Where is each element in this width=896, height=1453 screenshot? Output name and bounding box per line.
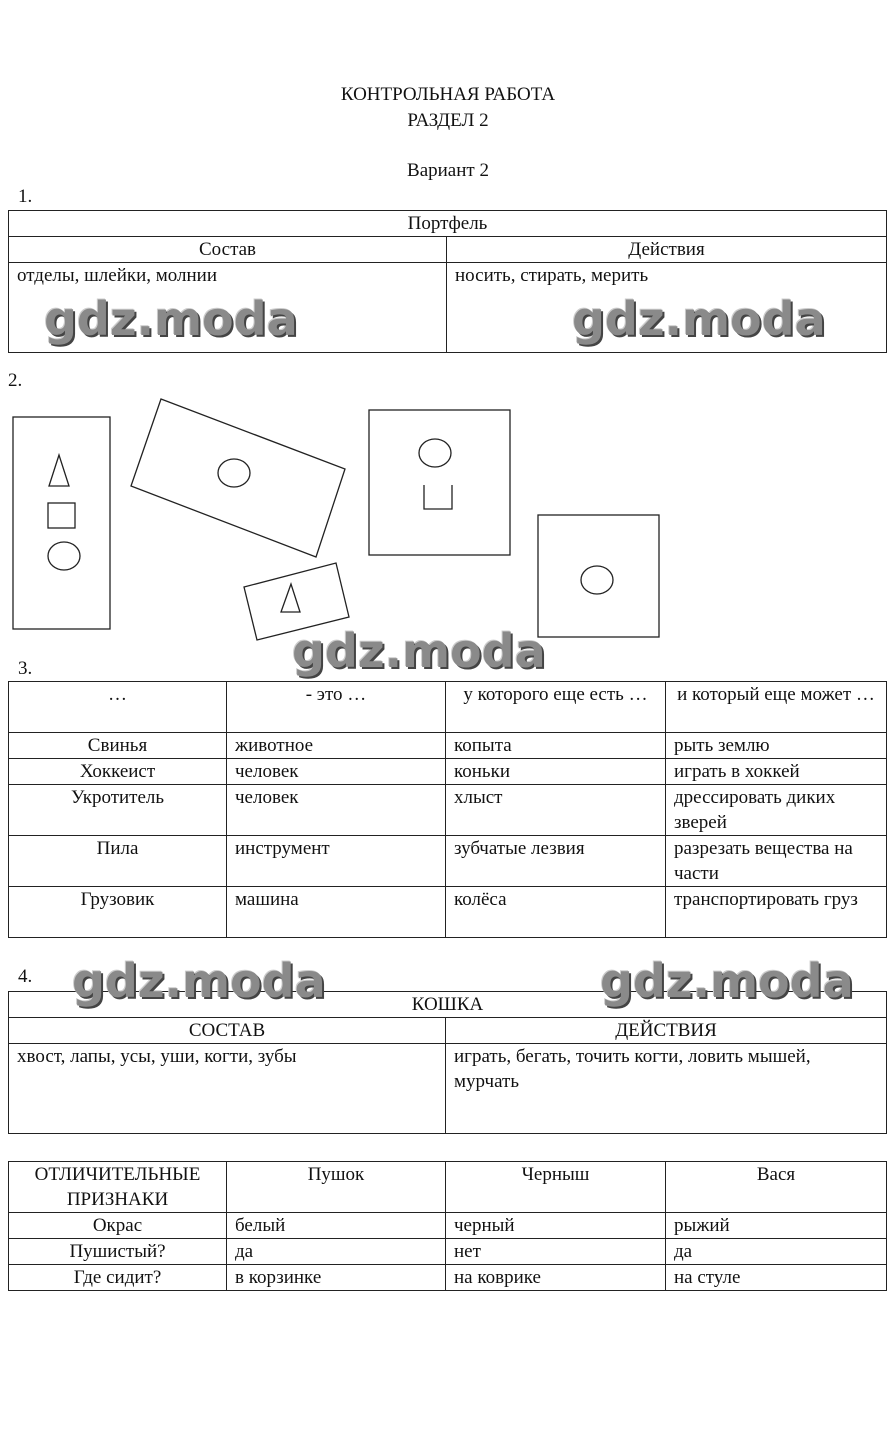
- watermark: gdz.moda: [44, 292, 298, 346]
- table-cell: в корзинке: [227, 1265, 446, 1291]
- task3-header: …: [9, 682, 227, 733]
- table-cell: Хоккеист: [9, 759, 227, 785]
- task5-header: Вася: [666, 1162, 887, 1213]
- task4-col2: ДЕЙСТВИЯ: [446, 1018, 887, 1044]
- task3-number: 3.: [18, 658, 33, 679]
- table-cell: Грузовик: [9, 887, 227, 938]
- table-row: [9, 759, 887, 785]
- table-cell: дрессировать диких зверей: [666, 785, 887, 836]
- task5-table: [8, 1161, 887, 1291]
- task4-cell1: хвост, лапы, усы, уши, когти, зубы: [9, 1044, 446, 1134]
- task1-cell1: отделы, шлейки, молнии: [9, 263, 447, 353]
- table-cell: Укротитель: [9, 785, 227, 836]
- task4-cell2: играть, бегать, точить когти, ловить мышей, мурчать: [446, 1044, 887, 1134]
- table-cell: зубчатые лезвия: [446, 836, 666, 887]
- table-cell: играть в хоккей: [666, 759, 887, 785]
- table-cell: черный: [446, 1213, 666, 1239]
- table-cell: на стуле: [666, 1265, 887, 1291]
- task2-number: 2.: [8, 370, 23, 391]
- table-cell: копыта: [446, 733, 666, 759]
- table-cell: машина: [227, 887, 446, 938]
- task3-table: [8, 681, 887, 938]
- shapes-figure: [0, 390, 896, 650]
- table-cell: коньки: [446, 759, 666, 785]
- circle-shape: [419, 439, 451, 467]
- table-cell: нет: [446, 1239, 666, 1265]
- task5-header: Черныш: [446, 1162, 666, 1213]
- triangle-shape: [49, 455, 69, 486]
- table-cell: человек: [227, 785, 446, 836]
- circle-shape: [581, 566, 613, 594]
- tall-rectangle: [13, 417, 110, 629]
- table-cell: Пила: [9, 836, 227, 887]
- table-row: [9, 733, 887, 759]
- page-variant: Вариант 2: [407, 160, 489, 181]
- table-cell: человек: [227, 759, 446, 785]
- table-row: [9, 1265, 887, 1291]
- task1-col1: Состав: [9, 237, 447, 263]
- task5-header: ОТЛИЧИТЕЛЬНЫЕ ПРИЗНАКИ: [9, 1162, 227, 1213]
- task3-header: у которого еще есть …: [446, 682, 666, 733]
- table-cell: да: [227, 1239, 446, 1265]
- task5-header: Пушок: [227, 1162, 446, 1213]
- table-cell: разрезать вещества на части: [666, 836, 887, 887]
- task4-number: 4.: [18, 966, 33, 987]
- task4-table: [8, 991, 887, 1134]
- table-cell: транспортировать груз: [666, 887, 887, 938]
- task3-header: и который еще может …: [666, 682, 887, 733]
- circle-shape: [218, 459, 250, 487]
- task4-col1: СОСТАВ: [9, 1018, 446, 1044]
- table-row: [9, 836, 887, 887]
- page-section: РАЗДЕЛ 2: [407, 110, 489, 131]
- table-cell: Где сидит?: [9, 1265, 227, 1291]
- rectangle-frame: [369, 410, 510, 555]
- circle-shape: [48, 542, 80, 570]
- table-cell: рыть землю: [666, 733, 887, 759]
- table-cell: рыжий: [666, 1213, 887, 1239]
- task1-number: 1.: [18, 186, 33, 207]
- table-cell: хлыст: [446, 785, 666, 836]
- table-cell: инструмент: [227, 836, 446, 887]
- table-row: [9, 785, 887, 836]
- table-cell: белый: [227, 1213, 446, 1239]
- table-row: [9, 1239, 887, 1265]
- cup-shape: [424, 485, 452, 509]
- watermark: gdz.moda: [292, 624, 546, 678]
- square-shape: [48, 503, 75, 528]
- table-row: [9, 1213, 887, 1239]
- table-row: [9, 887, 887, 938]
- table-cell: Свинья: [9, 733, 227, 759]
- square-frame: [538, 515, 659, 637]
- page-title: КОНТРОЛЬНАЯ РАБОТА: [340, 84, 556, 105]
- table-cell: Окрас: [9, 1213, 227, 1239]
- table-cell: Пушистый?: [9, 1239, 227, 1265]
- table-cell: колёса: [446, 887, 666, 938]
- task4-title: КОШКА: [9, 992, 887, 1018]
- task3-header: - это …: [227, 682, 446, 733]
- watermark: gdz.moda: [572, 292, 826, 346]
- task1-cell2: носить, стирать, мерить: [447, 263, 887, 353]
- table-cell: да: [666, 1239, 887, 1265]
- table-cell: животное: [227, 733, 446, 759]
- tilted-rectangle: [131, 399, 345, 557]
- task1-col2: Действия: [447, 237, 887, 263]
- table-cell: на коврике: [446, 1265, 666, 1291]
- task1-title: Портфель: [9, 211, 887, 237]
- watermark: gdz.moda: [72, 954, 326, 1008]
- triangle-shape: [281, 584, 300, 612]
- watermark: gdz.moda: [600, 954, 854, 1008]
